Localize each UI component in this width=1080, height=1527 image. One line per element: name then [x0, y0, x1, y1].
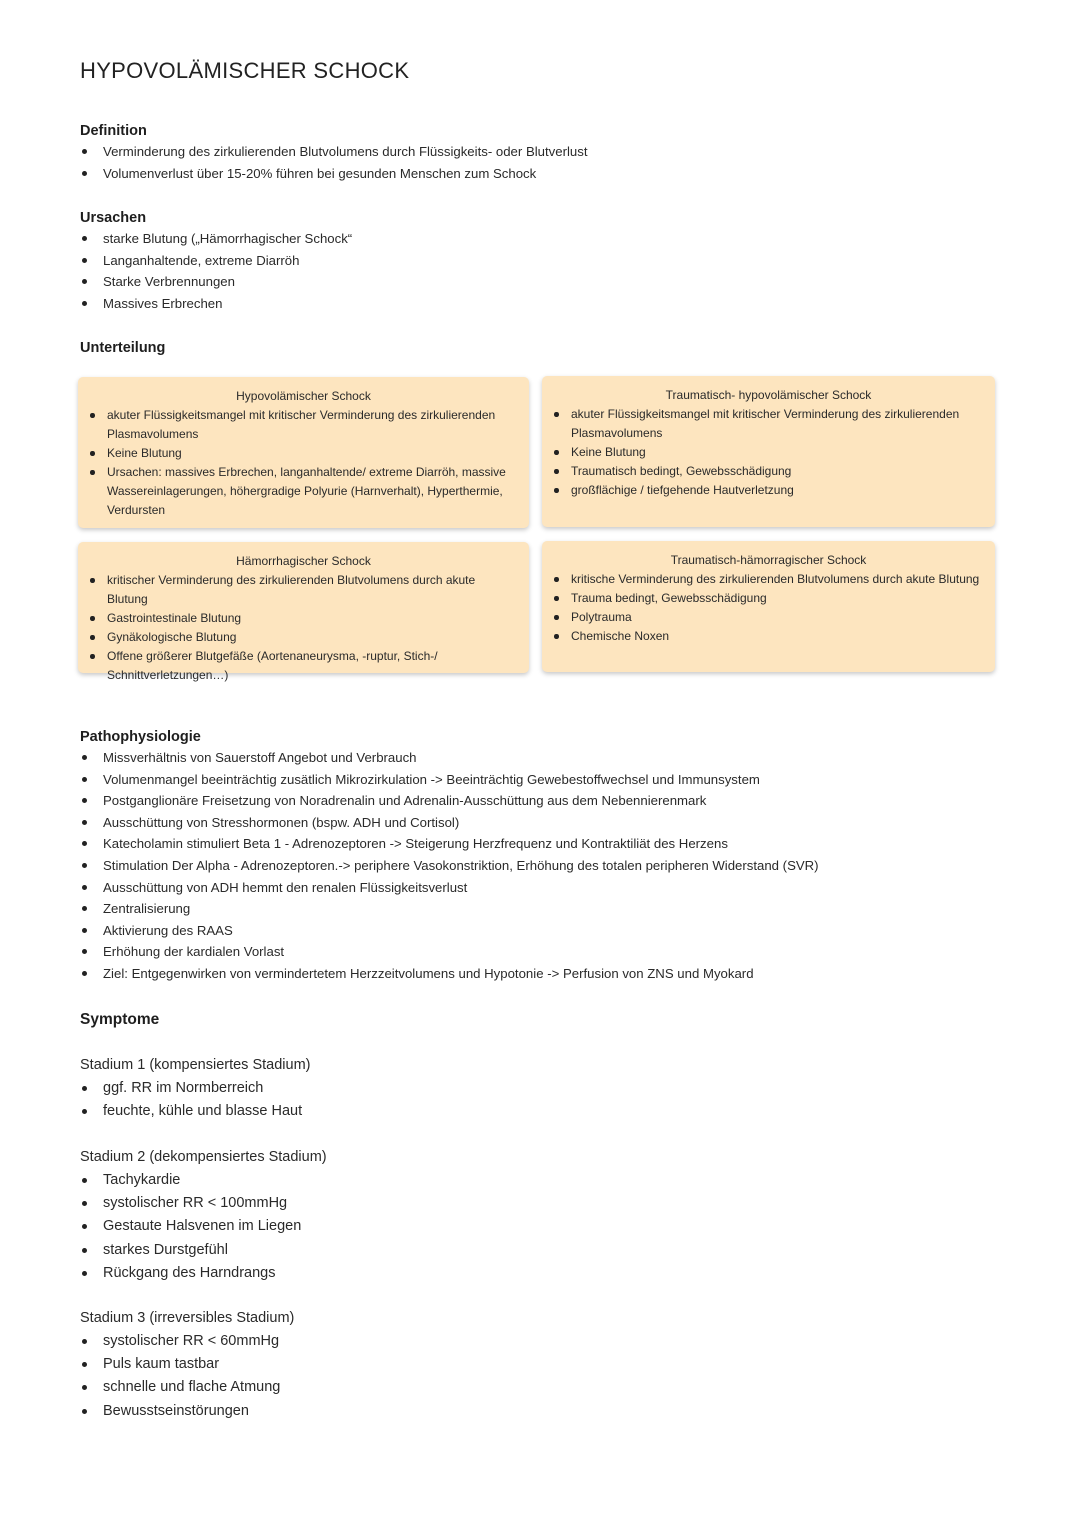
- list-item: schnelle und flache Atmung: [80, 1376, 294, 1399]
- list-item: Katecholamin stimuliert Beta 1 - Adrenozeptoren -> Steigerung Herzfrequenz und Kontraktiliät des Herzens: [80, 833, 819, 855]
- list-item: Starke Verbrennungen: [80, 271, 352, 293]
- stage-list: [80, 1077, 311, 1123]
- definition-section: [80, 121, 588, 184]
- pathophysiologie-heading: Pathophysiologie: [80, 729, 201, 745]
- list-item: Bewusstseinstörungen: [80, 1400, 294, 1423]
- list-item: großflächige / tiefgehende Hautverletzung: [554, 481, 983, 500]
- stage-title: Stadium 3 (irreversibles Stadium): [80, 1310, 295, 1326]
- list-item: Aktivierung des RAAS: [80, 920, 819, 942]
- list-item: Chemische Noxen: [554, 627, 983, 646]
- list-item: Gynäkologische Blutung: [90, 628, 517, 647]
- box-title: Traumatisch-hämorragischer Schock: [670, 553, 867, 567]
- stage-title: Stadium 2 (dekompensiertes Stadium): [80, 1149, 327, 1165]
- definition-heading: Definition: [80, 123, 147, 139]
- list-item: Trauma bedingt, Gewebsschädigung: [554, 589, 983, 608]
- stage-1: [80, 1054, 311, 1123]
- list-item: kritische Verminderung des zirkulierenden Blutvolumens durch akute Blutung: [554, 570, 983, 589]
- list-item: Ziel: Entgegenwirken von vermindertetem Herzzeitvolumens und Hypotonie -> Perfusion von ZNS und Myokard: [80, 963, 819, 985]
- list-item: Keine Blutung: [90, 444, 517, 463]
- list-item: systolischer RR < 100mmHg: [80, 1192, 327, 1215]
- list-item: starkes Durstgefühl: [80, 1239, 327, 1262]
- stage-2: [80, 1146, 327, 1285]
- stage-list: [80, 1330, 294, 1423]
- list-item: Massives Erbrechen: [80, 293, 352, 315]
- list-item: Rückgang des Harndrangs: [80, 1262, 327, 1285]
- box-haemorrhagischer-schock: [78, 542, 529, 682]
- unterteilung-section: [80, 338, 165, 358]
- box-title: Traumatisch- hypovolämischer Schock: [665, 388, 872, 402]
- list-item: ggf. RR im Normberreich: [80, 1077, 311, 1100]
- list-item: Gastrointestinale Blutung: [90, 609, 517, 628]
- list-item: systolischer RR < 60mmHg: [80, 1330, 294, 1353]
- box-traumatisch-haemorragischer-schock: [542, 541, 995, 672]
- list-item: Postganglionäre Freisetzung von Noradrenalin und Adrenalin-Ausschüttung aus dem Nebennierenmark: [80, 790, 819, 812]
- ursachen-heading: Ursachen: [80, 210, 147, 226]
- list-item: Verminderung des zirkulierenden Blutvolumens durch Flüssigkeits- oder Blutverlust: [80, 141, 588, 163]
- symptome-section: [80, 1010, 159, 1030]
- stage-list: [80, 1169, 327, 1285]
- box-list: [90, 406, 517, 520]
- list-item: Ausschüttung von ADH hemmt den renalen Flüssigkeitsverlust: [80, 877, 819, 899]
- list-item: Zentralisierung: [80, 898, 819, 920]
- list-item: Langanhaltende, extreme Diarröh: [80, 250, 352, 272]
- box-list: [90, 571, 517, 685]
- ursachen-section: [80, 208, 352, 314]
- list-item: Volumenverlust über 15-20% führen bei gesunden Menschen zum Schock: [80, 163, 588, 185]
- box-list: [554, 405, 983, 500]
- symptome-heading: Symptome: [80, 1011, 160, 1028]
- list-item: Volumenmangel beeinträchtig zusätlich Mikrozirkulation -> Beeinträchtig Gewebestoffwechsel und Immunsystem: [80, 769, 819, 791]
- list-item: Traumatisch bedingt, Gewebsschädigung: [554, 462, 983, 481]
- stage-3: [80, 1307, 294, 1423]
- box-list: [554, 570, 983, 646]
- list-item: Stimulation Der Alpha - Adrenozeptoren.-> periphere Vasokonstriktion, Erhöhung des totalen peripheren Widerstand (SVR): [80, 855, 819, 877]
- pathophysiologie-section: [80, 727, 819, 985]
- list-item: Puls kaum tastbar: [80, 1353, 294, 1376]
- list-item: Missverhältnis von Sauerstoff Angebot und Verbrauch: [80, 747, 819, 769]
- list-item: Polytrauma: [554, 608, 983, 627]
- list-item: akuter Flüssigkeitsmangel mit kritischer Verminderung des zirkulierenden Plasmavolumens: [90, 406, 517, 444]
- list-item: feuchte, kühle und blasse Haut: [80, 1100, 311, 1123]
- pathophysiologie-list: [80, 747, 819, 985]
- box-title: Hypovolämischer Schock: [236, 389, 371, 403]
- list-item: Offene größerer Blutgefäße (Aortenaneurysma, -ruptur, Stich-/ Schnittverletzungen…): [90, 647, 517, 685]
- list-item: Ausschüttung von Stresshormonen (bspw. ADH und Cortisol): [80, 812, 819, 834]
- ursachen-list: [80, 228, 352, 314]
- box-traumatisch-hypovolaemischer-schock: [542, 376, 995, 527]
- list-item: Ursachen: massives Erbrechen, langanhaltende/ extreme Diarröh, massive Wassereinlagerungen, höhergradige Polyurie (Harnverhalt), Hyperthermie, Verdursten: [90, 463, 517, 520]
- list-item: Erhöhung der kardialen Vorlast: [80, 941, 819, 963]
- list-item: Gestaute Halsvenen im Liegen: [80, 1215, 327, 1238]
- list-item: akuter Flüssigkeitsmangel mit kritischer Verminderung des zirkulierenden Plasmavolumens: [554, 405, 983, 443]
- list-item: kritischer Verminderung des zirkulierenden Blutvolumens durch akute Blutung: [90, 571, 517, 609]
- list-item: Tachykardie: [80, 1169, 327, 1192]
- definition-list: [80, 141, 588, 184]
- page-title: HYPOVOLÄMISCHER SCHOCK: [80, 58, 410, 83]
- list-item: starke Blutung („Hämorrhagischer Schock“: [80, 228, 352, 250]
- stage-title: Stadium 1 (kompensiertes Stadium): [80, 1057, 311, 1073]
- unterteilung-heading: Unterteilung: [80, 340, 166, 356]
- box-hypovolaemischer-schock: [78, 377, 529, 528]
- list-item: Keine Blutung: [554, 443, 983, 462]
- box-title: Hämorrhagischer Schock: [236, 554, 371, 568]
